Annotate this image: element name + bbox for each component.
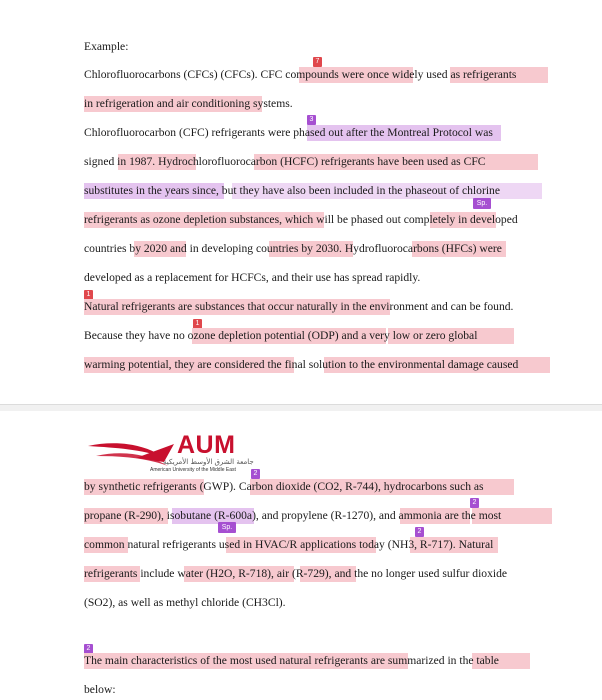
logo-wordmark: AUM [177,431,236,459]
paragraph-line: warming potential, they are considered the final solution to the environmental damage caused [84,356,564,374]
paragraph-line: common natural refrigerants used in HVAC/R applications today (NH3, R-717). Natural [84,536,564,554]
logo-arabic-text: جامعة الشرق الأوسط الأمريكية [163,458,254,466]
paragraph-line: (SO2), as well as methyl chloride (CH3Cl). [84,596,286,609]
paragraph-line: refrigerants include water (H2O, R-718), air (R-729), and the no longer used sulfur dioxide [84,567,508,580]
paragraph-line: Natural refrigerants are substances that occur naturally in the environment and can be found. [84,300,514,313]
paragraph-line: The main characteristics of the most used natural refrigerants are summarized in the table [84,652,564,670]
example-heading: Example: [84,40,129,53]
paragraph-line: propane (R-290), isobutane (R-600a), and propylene (R-1270), and ammonia are the most [84,507,564,525]
paragraph-line: substitutes in the years since, but they have also been included in the phaseout of chlorine [84,182,564,200]
annotation-marker-1[interactable]: 1 [193,319,202,329]
paragraph-line: Chlorofluorocarbon (CFC) refrigerants were phased out after the Montreal Protocol was [84,124,564,142]
annotation-marker-2[interactable]: 2 [251,469,260,479]
annotation-marker-3[interactable]: 3 [307,115,316,125]
paragraph-line: by synthetic refrigerants (GWP). Carbon dioxide (CO2, R-744), hydrocarbons such as [84,478,564,496]
paragraph-line: below: [84,683,116,696]
annotation-marker-7[interactable]: 7 [313,57,322,67]
paragraph-line: Chlorofluorocarbons (CFCs) (CFCs). CFC compounds were once widely used as refrigerants [84,66,564,84]
paragraph-line: countries by 2020 and in developing countries by 2030. Hydrofluorocarbons (HFCs) were [84,240,564,258]
annotation-marker-1[interactable]: 1 [84,290,93,300]
paragraph-line: refrigerants as ozone depletion substances, which will be phased out completely in developed [84,213,518,226]
annotation-marker-2[interactable]: 2 [470,498,479,508]
annotation-marker-2[interactable]: 2 [415,527,424,537]
logo-subtitle: American University of the Middle East [150,467,236,473]
spelling-suggestion-badge[interactable]: Sp. [218,522,236,533]
paragraph-line: signed in 1987. Hydrochlorofluorocarbon (HCFC) refrigerants have been used as CFC [84,153,564,171]
paragraph-line: in refrigeration and air conditioning systems. [84,97,293,110]
paragraph-line: Because they have no ozone depletion potential (ODP) and a very low or zero global [84,327,564,345]
paragraph-line: developed as a replacement for HCFCs, and their use has spread rapidly. [84,271,421,284]
annotation-marker-2[interactable]: 2 [84,644,93,654]
spelling-suggestion-badge[interactable]: Sp. [473,198,491,209]
